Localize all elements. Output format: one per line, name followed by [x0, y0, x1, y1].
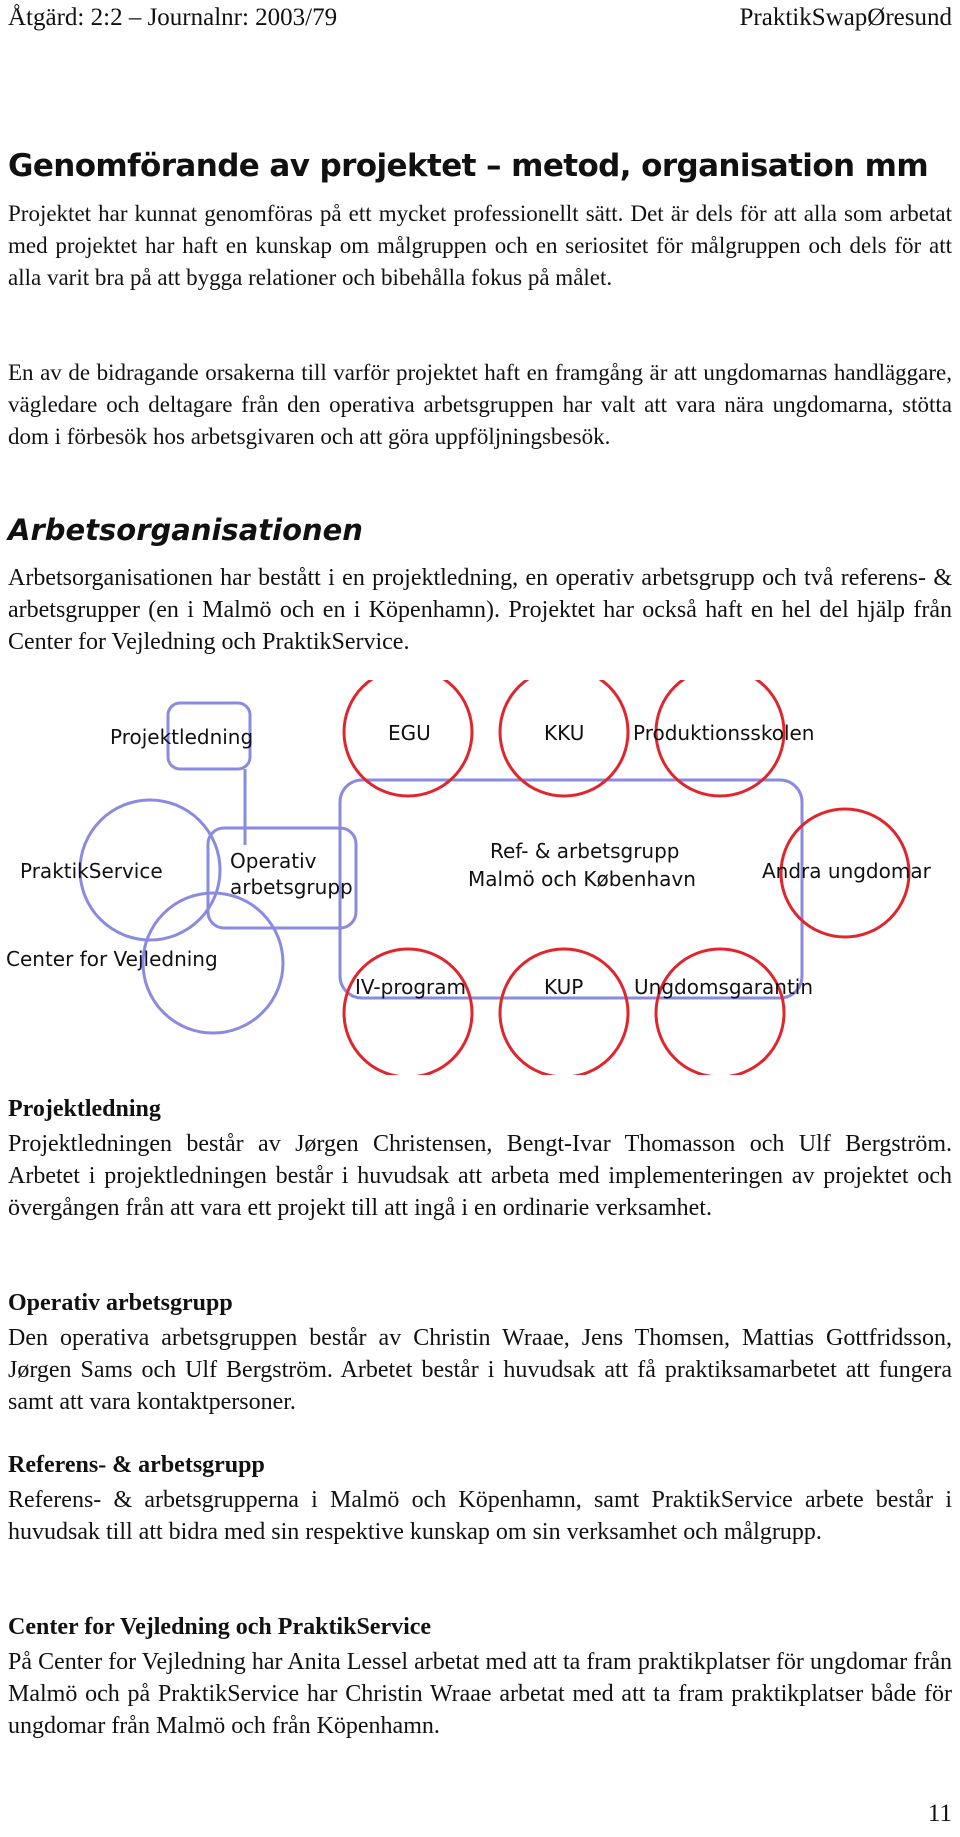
page-number: 11 — [927, 1800, 952, 1827]
iv-program-circle — [344, 949, 472, 1075]
label-operativ-2: arbetsgrupp — [230, 875, 353, 899]
label-iv-program: IV-program — [355, 975, 466, 999]
section-title-center: Center for Vejledning och PraktikService — [8, 1614, 432, 1640]
kup-circle — [500, 949, 628, 1075]
label-projektledning: Projektledning — [110, 725, 254, 749]
intro-paragraph-1: Projektet har kunnat genomföras på ett mycket professionellt sätt. Det är dels för att alla som arbetat med projektet har haft en kunskap om målgruppen och en seriositet för målgruppen och dels för att alla varit bra på att bygga relationer och bibehålla fokus på målet. — [8, 201, 952, 290]
section-text-center: På Center for Vejledning har Anita Lessel arbetat med att ta fram praktikplatser för ungdomar från Malmö och på PraktikService har Christin Wraae arbetat med att ta fram praktikplatser både för ungdomar från Malmö och från Köpenhamn. — [8, 1649, 952, 1739]
section-title-operativ: Operativ arbetsgrupp — [8, 1290, 233, 1316]
label-kku: KKU — [544, 721, 585, 745]
label-andra-ungdomar: Andra ungdomar — [762, 859, 931, 883]
label-ref-1: Ref- & arbetsgrupp — [490, 839, 680, 863]
organisation-diagram — [0, 680, 960, 1075]
intro-paragraph-2: En av de bidragande orsakerna till varför projektet haft en framgång är att ungdomarnas handläggare, vägledare och deltagare från den operativa arbetsgruppen har valt att vara nära ungdomarna, stötta dom i förbesök hos arbetsgivaren och att göra uppföljningsbesök. — [8, 360, 952, 449]
label-ref-2: Malmö och København — [468, 867, 696, 891]
header-journal: Åtgärd: 2:2 – Journalnr: 2003/79 — [8, 4, 338, 31]
section-text-projektledning: Projektledningen består av Jørgen Christensen, Bengt-Ivar Thomasson och Ulf Bergström. Arbetet i projektledningen består i huvudsak att arbeta med implementeringen av projektet och övergången från att vara ett projekt till att ingå i en ordinarie verksamhet. — [8, 1131, 952, 1221]
label-operativ-1: Operativ — [230, 849, 317, 873]
header-project-name: PraktikSwapØresund — [739, 4, 952, 31]
ungdomsgarantin-circle — [656, 949, 784, 1075]
org-intro-paragraph: Arbetsorganisationen har bestått i en projektledning, en operativ arbetsgrupp och två referens- & arbetsgrupper (en i Malmö och en i Köpenhamn). Projektet har också haft en hel del hjälp från Center for Vejledning och PraktikService. — [8, 565, 952, 655]
section-text-operativ: Den operativa arbetsgruppen består av Christin Wraae, Jens Thomsen, Mattias Gottfridsson, Jørgen Sams och Ulf Bergström. Arbetet består i huvudsak att få praktiksamarbetet att fungera samt att vara kontaktpersoner. — [8, 1325, 952, 1415]
subheading: Arbetsorganisationen — [8, 513, 363, 547]
page-heading: Genomförande av projektet – metod, organisation mm — [8, 148, 929, 184]
section-text-referens: Referens- & arbetsgrupperna i Malmö och Köpenhamn, samt PraktikService arbete består i huvudsak till att bidra med sin respektive kunskap om sin verksamhet och målgrupp. — [8, 1487, 952, 1545]
label-praktikservice: PraktikService — [20, 859, 163, 883]
section-title-projektledning: Projektledning — [8, 1096, 161, 1122]
label-kup: KUP — [544, 975, 584, 999]
label-ungdomsgarantin: Ungdomsgarantin — [634, 975, 814, 999]
label-produktionsskolen: Produktionsskolen — [633, 721, 815, 745]
label-egu: EGU — [388, 721, 431, 745]
page-header — [8, 4, 952, 36]
section-title-referens: Referens- & arbetsgrupp — [8, 1452, 265, 1478]
label-center: Center for Vejledning — [6, 947, 218, 971]
